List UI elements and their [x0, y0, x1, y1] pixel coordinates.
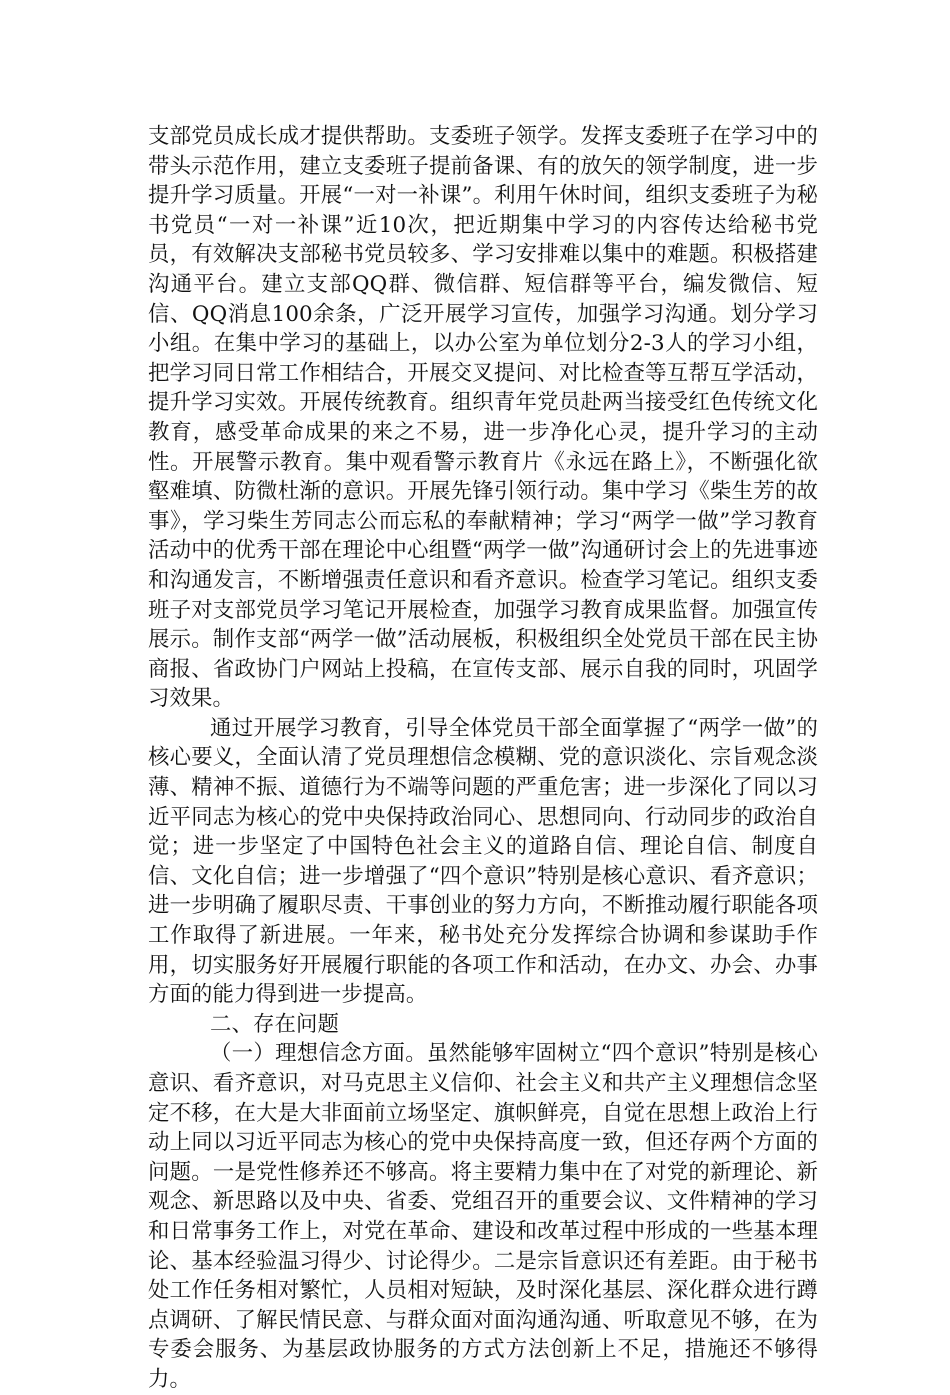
section-heading: 二、存在问题 — [210, 1011, 339, 1037]
body-paragraph: 通过开展学习教育，引导全体党员干部全面掌握了“两学一做”的核心要义，全面认清了党员理想信念模糊、党的意识淡化、宗旨观念淡薄、精神不振、道德行为不端等问题的严重危害；进一步深化了同以习近平同志为核心的党中央保持政治同心、思想同向、行动同步的政治自觉；进一步坚定了中国特色社会主义的道路自信、理论自信、制度自信、文化自信；进一步增强了“四个意识”特别是核心意识、看齐意识；进一步明确了履职尽责、干事创业的努力方向，不断推动履行职能各项工作取得了新进展。一年来，秘书处充分发挥综合协调和参谋助手作用，切实服务好开展履行职能的各项工作和活动，在办文、办会、办事方面的能力得到进一步提高。 — [148, 715, 818, 1008]
body-paragraph: 支部党员成长成才提供帮助。支委班子领学。发挥支委班子在学习中的带头示范作用，建立支委班子提前备课、有的放矢的领学制度，进一步提升学习质量。开展“一对一补课”。利用午休时间，组织支委班子为秘书党员“一对一补课”近10次，把近期集中学习的内容传达给秘书党员，有效解决支部秘书党员较多、学习安排难以集中的难题。积极搭建沟通平台。建立支部QQ群、微信群、短信群等平台，编发微信、短信、QQ消息100余条，广泛开展学习宣传，加强学习沟通。划分学习小组。在集中学习的基础上，以办公室为单位划分2-3人的学习小组，把学习同日常工作相结合，开展交叉提问、对比检查等互帮互学活动，提升学习实效。开展传统教育。组织青年党员赴两当接受红色传统文化教育，感受革命成果的来之不易，进一步净化心灵，提升学习的主动性。开展警示教育。集中观看警示教育片《永远在路上》，不断强化欲壑难填、防微杜渐的意识。开展先锋引领行动。集中学习《柴生芳的故事》，学习柴生芳同志公而忘私的奉献精神；学习“两学一做”学习教育活动中的优秀干部在理论中心组暨“两学一做”沟通研讨会上的先进事迹和沟通发言，不断增强责任意识和看齐意识。检查学习笔记。组织支委班子对支部党员学习笔记开展检查，加强学习教育成果监督。加强宣传展示。制作支部“两学一做”活动展板，积极组织全处党员干部在民主协商报、省政协门户网站上投稿，在宣传支部、展示自我的同时，巩固学习效果。 — [148, 124, 818, 712]
body-paragraph: （一）理想信念方面。虽然能够牢固树立“四个意识”特别是核心意识、看齐意识，对马克思主义信仰、社会主义和共产主义理想信念坚定不移，在大是大非面前立场坚定、旗帜鲜亮，自觉在思想上政治上行动上同以习近平同志为核心的党中央保持高度一致，但还存两个方面的问题。一是党性修养还不够高。将主要精力集中在了对党的新理论、新观念、新思路以及中央、省委、党组召开的重要会议、文件精神的学习和日常事务工作上，对党在革命、建设和改革过程中形成的一些基本理论、基本经验温习得少、讨论得少。二是宗旨意识还有差距。由于秘书处工作任务相对繁忙，人员相对短缺，及时深化基层、深化群众进行蹲点调研、了解民情民意、与群众面对面沟通沟通、听取意见不够，在为专委会服务、为基层政协服务的方式方法创新上不足，措施还不够得力。 — [148, 1041, 818, 1392]
document-page — [148, 122, 818, 1395]
